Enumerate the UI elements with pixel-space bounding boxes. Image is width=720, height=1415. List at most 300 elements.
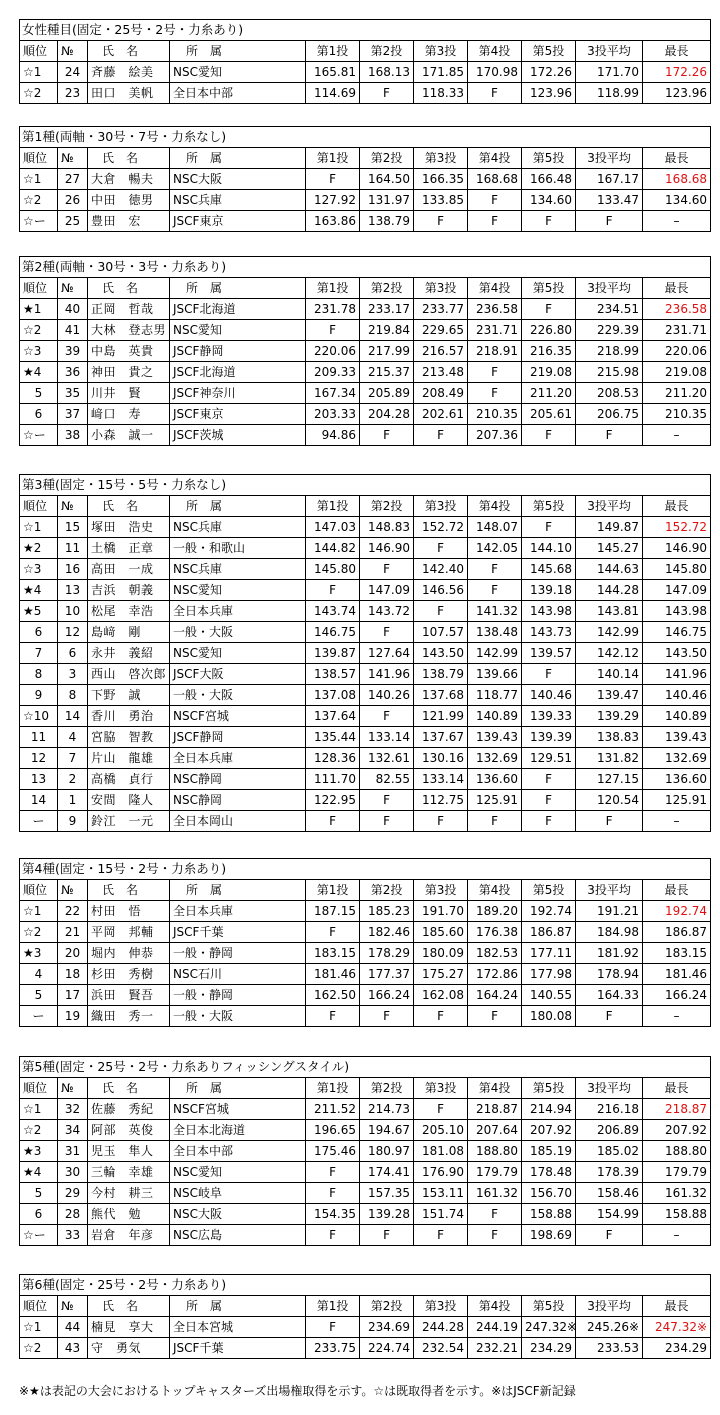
cell-name: 正岡 哲哉	[88, 299, 170, 320]
cell-throw-4: 179.79	[468, 1162, 522, 1183]
cell-throw-3: F	[414, 1006, 468, 1027]
cell-best: 220.06	[643, 341, 711, 362]
header-throw-1: 第1投	[306, 1078, 360, 1099]
header-row	[20, 278, 711, 299]
cell-best: 161.32	[643, 1183, 711, 1204]
cell-avg-3: 185.02	[576, 1141, 643, 1162]
cell-throw-5: 145.68	[522, 559, 576, 580]
cell-club: JSCF東京	[170, 404, 306, 425]
cell-throw-3: 146.56	[414, 580, 468, 601]
cell-rank: ☆2	[20, 83, 58, 104]
cell-throw-3: 151.74	[414, 1204, 468, 1225]
cell-no: 20	[58, 943, 88, 964]
results-table-6	[19, 1056, 711, 1246]
cell-throw-3: F	[414, 1225, 468, 1246]
header-best: 最長	[643, 880, 711, 901]
cell-avg-3: 139.29	[576, 706, 643, 727]
cell-throw-3: 233.77	[414, 299, 468, 320]
cell-rank: ☆3	[20, 341, 58, 362]
cell-throw-5: F	[522, 425, 576, 446]
cell-throw-2: 214.73	[360, 1099, 414, 1120]
cell-throw-5: 219.08	[522, 362, 576, 383]
cell-avg-3: 144.63	[576, 559, 643, 580]
cell-throw-1: 135.44	[306, 727, 360, 748]
cell-throw-1: 94.86	[306, 425, 360, 446]
cell-throw-2: 82.55	[360, 769, 414, 790]
cell-throw-5: 140.55	[522, 985, 576, 1006]
cell-throw-3: F	[414, 811, 468, 832]
cell-throw-4: 188.80	[468, 1141, 522, 1162]
cell-throw-5: 129.51	[522, 748, 576, 769]
cell-club: JSCF千葉	[170, 1338, 306, 1359]
cell-best: 146.90	[643, 538, 711, 559]
cell-throw-5: 134.60	[522, 190, 576, 211]
cell-throw-3: 229.65	[414, 320, 468, 341]
table-row	[20, 404, 711, 425]
cell-throw-2: 219.84	[360, 320, 414, 341]
table-row	[20, 943, 711, 964]
section-title: 第2種(両軸・30号・3号・力糸あり)	[20, 257, 306, 278]
header-best: 最長	[643, 1296, 711, 1317]
cell-throw-2: 164.50	[360, 169, 414, 190]
cell-throw-3: 216.57	[414, 341, 468, 362]
cell-rank: ★4	[20, 1162, 58, 1183]
cell-no: 31	[58, 1141, 88, 1162]
cell-name: 児玉 隼人	[88, 1141, 170, 1162]
cell-throw-1: 127.92	[306, 190, 360, 211]
cell-club: NSC大阪	[170, 1204, 306, 1225]
cell-throw-2: 166.24	[360, 985, 414, 1006]
cell-no: 11	[58, 538, 88, 559]
cell-throw-5: 180.08	[522, 1006, 576, 1027]
cell-throw-1: 114.69	[306, 83, 360, 104]
cell-name: 楠見 享大	[88, 1317, 170, 1338]
cell-name: 三輪 幸雄	[88, 1162, 170, 1183]
cell-throw-5: 172.26	[522, 62, 576, 83]
cell-rank: ☆2	[20, 1120, 58, 1141]
table-row	[20, 643, 711, 664]
table-row	[20, 1225, 711, 1246]
cell-name: 塚田 浩史	[88, 517, 170, 538]
cell-throw-1: 122.95	[306, 790, 360, 811]
section-title: 第5種(固定・25号・2号・力糸ありフィッシングスタイル)	[20, 1057, 306, 1078]
cell-throw-3: 152.72	[414, 517, 468, 538]
cell-no: 41	[58, 320, 88, 341]
cell-best: 139.43	[643, 727, 711, 748]
cell-avg-3: 138.83	[576, 727, 643, 748]
table-row	[20, 190, 711, 211]
cell-throw-2: 168.13	[360, 62, 414, 83]
cell-rank: ★2	[20, 538, 58, 559]
cell-name: 今村 耕三	[88, 1183, 170, 1204]
cell-throw-2: 157.35	[360, 1183, 414, 1204]
cell-avg-3: F	[576, 211, 643, 232]
results-table-5	[19, 858, 711, 1027]
cell-throw-4: 189.20	[468, 901, 522, 922]
cell-throw-4: F	[468, 811, 522, 832]
cell-avg-3: 149.87	[576, 517, 643, 538]
cell-throw-1: F	[306, 922, 360, 943]
cell-throw-4: F	[468, 211, 522, 232]
cell-avg-3: 191.21	[576, 901, 643, 922]
cell-throw-5: 178.48	[522, 1162, 576, 1183]
cell-avg-3: 118.99	[576, 83, 643, 104]
cell-best: 211.20	[643, 383, 711, 404]
cell-no: 21	[58, 922, 88, 943]
results-table-3	[19, 256, 711, 446]
cell-throw-4: 118.77	[468, 685, 522, 706]
cell-throw-4: 182.53	[468, 943, 522, 964]
cell-avg-3: 178.39	[576, 1162, 643, 1183]
header-throw-5: 第5投	[522, 880, 576, 901]
cell-throw-3: 244.28	[414, 1317, 468, 1338]
cell-throw-5: 226.80	[522, 320, 576, 341]
cell-best: 236.58	[643, 299, 711, 320]
cell-throw-3: 133.85	[414, 190, 468, 211]
cell-best: –	[643, 1225, 711, 1246]
table-row	[20, 580, 711, 601]
cell-rank: 7	[20, 643, 58, 664]
cell-name: 堀内 伸恭	[88, 943, 170, 964]
cell-avg-3: 171.70	[576, 62, 643, 83]
section-title-row	[20, 257, 711, 278]
cell-throw-5: 144.10	[522, 538, 576, 559]
table-row	[20, 299, 711, 320]
section-title-filler	[306, 257, 711, 278]
cell-club: NSCF宮城	[170, 1099, 306, 1120]
header-avg-3: 3投平均	[576, 1296, 643, 1317]
header-row	[20, 1078, 711, 1099]
cell-throw-4: 207.64	[468, 1120, 522, 1141]
cell-rank: ☆1	[20, 1099, 58, 1120]
cell-throw-5: F	[522, 769, 576, 790]
cell-throw-5: 247.32※	[522, 1317, 576, 1338]
cell-avg-3: 131.82	[576, 748, 643, 769]
cell-throw-2: F	[360, 1006, 414, 1027]
section-title-row	[20, 475, 711, 496]
cell-best: –	[643, 811, 711, 832]
cell-throw-4: 168.68	[468, 169, 522, 190]
cell-throw-1: F	[306, 1183, 360, 1204]
cell-name: 鈴江 一元	[88, 811, 170, 832]
cell-throw-3: 107.57	[414, 622, 468, 643]
header-throw-5: 第5投	[522, 148, 576, 169]
table-row	[20, 211, 711, 232]
section-title-row	[20, 859, 711, 880]
cell-throw-2: 133.14	[360, 727, 414, 748]
table-row	[20, 83, 711, 104]
table-row	[20, 601, 711, 622]
cell-throw-2: 185.23	[360, 901, 414, 922]
cell-no: 22	[58, 901, 88, 922]
cell-rank: 5	[20, 985, 58, 1006]
cell-throw-5: 143.98	[522, 601, 576, 622]
cell-avg-3: 208.53	[576, 383, 643, 404]
header-avg-3: 3投平均	[576, 496, 643, 517]
cell-avg-3: F	[576, 811, 643, 832]
cell-avg-3: F	[576, 1006, 643, 1027]
cell-throw-4: F	[468, 1204, 522, 1225]
header-club: 所 属	[170, 1296, 306, 1317]
header-throw-2: 第2投	[360, 278, 414, 299]
cell-avg-3: 216.18	[576, 1099, 643, 1120]
cell-best: 134.60	[643, 190, 711, 211]
cell-throw-1: F	[306, 1006, 360, 1027]
cell-throw-4: 207.36	[468, 425, 522, 446]
cell-no: 37	[58, 404, 88, 425]
cell-rank: ☆1	[20, 901, 58, 922]
cell-rank: ☆ー	[20, 425, 58, 446]
cell-club: JSCF千葉	[170, 922, 306, 943]
table-row	[20, 811, 711, 832]
table-row	[20, 964, 711, 985]
table-row	[20, 727, 711, 748]
header-best: 最長	[643, 278, 711, 299]
table-row	[20, 1183, 711, 1204]
cell-name: 松尾 幸浩	[88, 601, 170, 622]
cell-throw-2: 131.97	[360, 190, 414, 211]
cell-throw-2: F	[360, 790, 414, 811]
cell-club: 全日本宮城	[170, 1317, 306, 1338]
table-row	[20, 538, 711, 559]
header-throw-3: 第3投	[414, 880, 468, 901]
section-title-filler	[306, 127, 711, 148]
cell-throw-2: 215.37	[360, 362, 414, 383]
cell-throw-5: F	[522, 811, 576, 832]
cell-throw-5: 139.39	[522, 727, 576, 748]
cell-best: –	[643, 425, 711, 446]
cell-best: 147.09	[643, 580, 711, 601]
cell-throw-1: 163.86	[306, 211, 360, 232]
cell-name: 平岡 邦輔	[88, 922, 170, 943]
header-avg-3: 3投平均	[576, 1078, 643, 1099]
section-title-row	[20, 127, 711, 148]
table-row	[20, 169, 711, 190]
cell-best: –	[643, 211, 711, 232]
cell-name: 岩倉 年彦	[88, 1225, 170, 1246]
cell-throw-5: F	[522, 211, 576, 232]
header-throw-4: 第4投	[468, 278, 522, 299]
cell-throw-4: 164.24	[468, 985, 522, 1006]
cell-throw-3: 181.08	[414, 1141, 468, 1162]
cell-club: 一般・大阪	[170, 1006, 306, 1027]
cell-club: NSC愛知	[170, 320, 306, 341]
cell-throw-1: 233.75	[306, 1338, 360, 1359]
cell-rank: ☆2	[20, 190, 58, 211]
table-row	[20, 1317, 711, 1338]
cell-rank: ★1	[20, 299, 58, 320]
cell-throw-3: 191.70	[414, 901, 468, 922]
table-row	[20, 790, 711, 811]
table-row	[20, 320, 711, 341]
cell-no: 6	[58, 643, 88, 664]
cell-throw-2: 143.72	[360, 601, 414, 622]
cell-best: 247.32※	[643, 1317, 711, 1338]
cell-throw-2: 180.97	[360, 1141, 414, 1162]
cell-throw-5: 166.48	[522, 169, 576, 190]
cell-throw-2: 132.61	[360, 748, 414, 769]
cell-no: 34	[58, 1120, 88, 1141]
cell-no: 18	[58, 964, 88, 985]
cell-rank: ☆10	[20, 706, 58, 727]
cell-throw-5: 177.11	[522, 943, 576, 964]
cell-club: 一般・大阪	[170, 622, 306, 643]
cell-best: 172.26	[643, 62, 711, 83]
cell-no: 13	[58, 580, 88, 601]
cell-throw-2: 148.83	[360, 517, 414, 538]
cell-name: 永井 義紹	[88, 643, 170, 664]
cell-throw-4: 139.66	[468, 664, 522, 685]
cell-name: 杉田 秀樹	[88, 964, 170, 985]
cell-throw-1: 181.46	[306, 964, 360, 985]
cell-name: 川井 賢	[88, 383, 170, 404]
cell-throw-3: 213.48	[414, 362, 468, 383]
section-title-filler	[306, 475, 711, 496]
cell-name: 島﨑 剛	[88, 622, 170, 643]
table-row	[20, 901, 711, 922]
cell-throw-1: F	[306, 1317, 360, 1338]
cell-avg-3: 181.92	[576, 943, 643, 964]
cell-best: 207.92	[643, 1120, 711, 1141]
cell-throw-3: 153.11	[414, 1183, 468, 1204]
cell-throw-5: F	[522, 790, 576, 811]
table-row	[20, 341, 711, 362]
header-row	[20, 148, 711, 169]
table-row	[20, 1204, 711, 1225]
cell-throw-1: F	[306, 169, 360, 190]
cell-name: 田口 美帆	[88, 83, 170, 104]
cell-throw-3: 130.16	[414, 748, 468, 769]
cell-throw-4: F	[468, 383, 522, 404]
header-throw-5: 第5投	[522, 1078, 576, 1099]
cell-throw-2: 139.28	[360, 1204, 414, 1225]
cell-best: 231.71	[643, 320, 711, 341]
table-row	[20, 1141, 711, 1162]
cell-avg-3: 142.99	[576, 622, 643, 643]
cell-throw-3: 202.61	[414, 404, 468, 425]
cell-rank: 4	[20, 964, 58, 985]
cell-name: 村田 悟	[88, 901, 170, 922]
header-name: 氏 名	[88, 1078, 170, 1099]
header-row	[20, 880, 711, 901]
cell-rank: 14	[20, 790, 58, 811]
cell-throw-5: 143.73	[522, 622, 576, 643]
cell-throw-3: 137.68	[414, 685, 468, 706]
cell-no: 24	[58, 62, 88, 83]
cell-throw-3: 138.79	[414, 664, 468, 685]
cell-throw-4: 142.05	[468, 538, 522, 559]
header-club: 所 属	[170, 41, 306, 62]
cell-name: 高田 一成	[88, 559, 170, 580]
cell-avg-3: 158.46	[576, 1183, 643, 1204]
cell-throw-2: 147.09	[360, 580, 414, 601]
cell-rank: ☆ー	[20, 1225, 58, 1246]
cell-club: JSCF東京	[170, 211, 306, 232]
cell-throw-4: 172.86	[468, 964, 522, 985]
cell-no: 4	[58, 727, 88, 748]
cell-no: 32	[58, 1099, 88, 1120]
cell-throw-1: 147.03	[306, 517, 360, 538]
cell-club: JSCF静岡	[170, 727, 306, 748]
section-title: 第3種(固定・15号・5号・力糸なし)	[20, 475, 306, 496]
cell-rank: 8	[20, 664, 58, 685]
cell-no: 10	[58, 601, 88, 622]
header-number: №	[58, 278, 88, 299]
cell-throw-4: 141.32	[468, 601, 522, 622]
table-row	[20, 685, 711, 706]
header-throw-5: 第5投	[522, 278, 576, 299]
cell-club: NSC岐阜	[170, 1183, 306, 1204]
cell-throw-5: F	[522, 299, 576, 320]
cell-no: 36	[58, 362, 88, 383]
cell-no: 2	[58, 769, 88, 790]
header-best: 最長	[643, 1078, 711, 1099]
cell-avg-3: 145.27	[576, 538, 643, 559]
cell-no: 14	[58, 706, 88, 727]
cell-avg-3: 245.26※	[576, 1317, 643, 1338]
cell-avg-3: 143.81	[576, 601, 643, 622]
table-row	[20, 62, 711, 83]
cell-avg-3: 206.89	[576, 1120, 643, 1141]
cell-club: NSCF宮城	[170, 706, 306, 727]
cell-club: 全日本岡山	[170, 811, 306, 832]
cell-throw-4: F	[468, 1006, 522, 1027]
cell-name: 大林 登志男	[88, 320, 170, 341]
cell-throw-1: 167.34	[306, 383, 360, 404]
cell-throw-1: 196.65	[306, 1120, 360, 1141]
cell-throw-1: 139.87	[306, 643, 360, 664]
cell-throw-4: F	[468, 559, 522, 580]
header-best: 最長	[643, 148, 711, 169]
cell-throw-3: 112.75	[414, 790, 468, 811]
cell-throw-5: F	[522, 664, 576, 685]
cell-throw-2: 182.46	[360, 922, 414, 943]
cell-rank: 6	[20, 404, 58, 425]
section-title-filler	[306, 1275, 711, 1296]
section-title-filler	[306, 1057, 711, 1078]
cell-name: 浜田 賢吾	[88, 985, 170, 1006]
cell-throw-3: 175.27	[414, 964, 468, 985]
cell-avg-3: 167.17	[576, 169, 643, 190]
cell-club: 一般・静岡	[170, 943, 306, 964]
cell-club: JSCF茨城	[170, 425, 306, 446]
cell-rank: ☆2	[20, 1338, 58, 1359]
cell-rank: ☆2	[20, 922, 58, 943]
header-name: 氏 名	[88, 148, 170, 169]
header-throw-4: 第4投	[468, 880, 522, 901]
cell-throw-4: 161.32	[468, 1183, 522, 1204]
cell-throw-4: 125.91	[468, 790, 522, 811]
header-throw-2: 第2投	[360, 496, 414, 517]
cell-name: 吉浜 朝義	[88, 580, 170, 601]
cell-throw-4: 132.69	[468, 748, 522, 769]
cell-club: JSCF大阪	[170, 664, 306, 685]
header-avg-3: 3投平均	[576, 41, 643, 62]
header-club: 所 属	[170, 496, 306, 517]
cell-best: 143.98	[643, 601, 711, 622]
cell-avg-3: 234.51	[576, 299, 643, 320]
cell-avg-3: 140.14	[576, 664, 643, 685]
header-throw-5: 第5投	[522, 41, 576, 62]
cell-rank: ー	[20, 1006, 58, 1027]
header-rank: 順位	[20, 148, 58, 169]
cell-rank: ☆1	[20, 169, 58, 190]
cell-rank: 6	[20, 1204, 58, 1225]
cell-throw-5: 139.33	[522, 706, 576, 727]
cell-avg-3: 178.94	[576, 964, 643, 985]
cell-club: NSC兵庫	[170, 190, 306, 211]
header-number: №	[58, 41, 88, 62]
